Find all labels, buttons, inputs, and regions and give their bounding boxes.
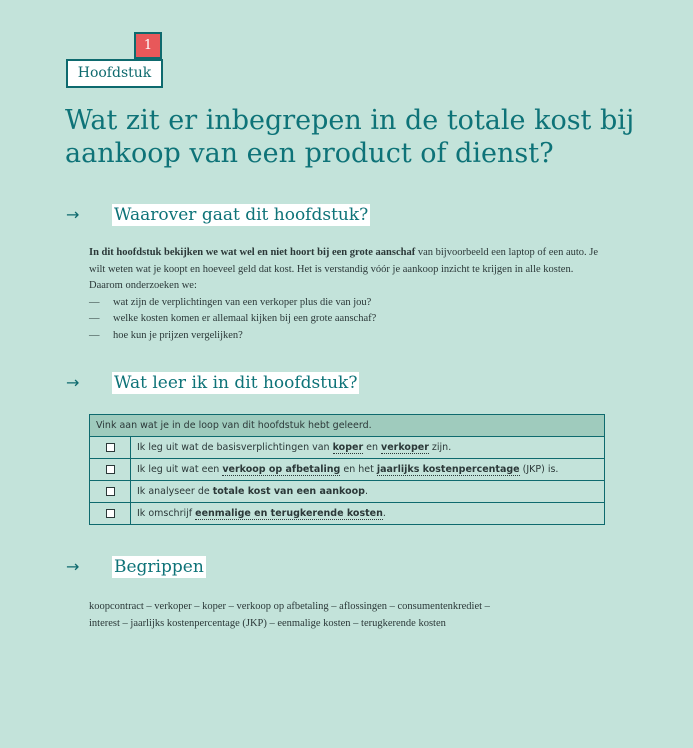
page-title: Wat zit er inbegrepen in de totale kost bij aankoop van een product of dienst?	[65, 105, 635, 169]
intro-paragraph	[89, 245, 609, 295]
checklist-item	[131, 481, 605, 503]
checklist-item	[131, 503, 605, 525]
text: Ik leg uit wat de basisverplichtingen van	[137, 442, 333, 453]
chapter-tag: Hoofdstuk	[66, 59, 163, 88]
dash: —	[89, 296, 100, 308]
text: Ik leg uit wat een	[137, 464, 223, 475]
section-about-label: Waarover gaat dit hoofdstuk?	[114, 205, 369, 225]
text: Ik analyseer de	[137, 486, 213, 497]
text: .	[382, 508, 386, 519]
checkbox[interactable]	[106, 509, 115, 518]
chapter-number-badge: 1	[134, 32, 162, 59]
list-item-text: welke kosten komen er allemaal kijken bij een grote aanschaf?	[113, 313, 377, 324]
checkbox-cell	[90, 503, 131, 525]
table-row	[90, 481, 605, 503]
checkbox[interactable]	[106, 487, 115, 496]
section-terms-label: Begrippen	[114, 557, 204, 577]
checkbox[interactable]	[106, 465, 115, 474]
text: Ik omschrijf	[137, 508, 196, 519]
intro-rest: van bijvoorbeeld een laptop of een auto. Je wilt weten wat je koopt en hoeveel geld dat kost. Het is verstandig vóór je aankoop inzicht te krijgen in alle kosten. Daarom onderzoeken we:	[89, 247, 599, 291]
list-item-text: wat zijn de verplichtingen van een verkoper plus die van jou?	[113, 296, 372, 308]
table-row	[90, 503, 605, 525]
intro-bold: In dit hoofdstuk bekijken we wat wel en niet hoort bij een grote aanschaf	[89, 247, 416, 258]
term-link[interactable]: verkoop op afbetaling	[222, 464, 341, 475]
learning-checklist	[89, 414, 605, 525]
arrow-right-icon: →	[66, 373, 80, 392]
text: (JKP) is.	[519, 464, 559, 475]
term-link[interactable]: jaarlijks kostenpercentage	[376, 464, 520, 475]
checkbox-cell	[90, 481, 131, 503]
text: zijn.	[428, 442, 452, 453]
dash: —	[89, 329, 100, 341]
text: en het	[340, 464, 377, 475]
term-link[interactable]: verkoper	[381, 442, 429, 453]
list-item	[89, 295, 609, 312]
text: .	[364, 486, 369, 497]
arrow-right-icon: →	[66, 557, 80, 576]
text: en	[363, 442, 382, 453]
term-link[interactable]: koper	[332, 442, 364, 453]
table-row	[90, 459, 605, 481]
list-item-text: hoe kun je prijzen vergelijken?	[113, 329, 243, 341]
list-item	[89, 328, 609, 345]
term-link[interactable]: eenmalige en terugkerende kosten	[195, 508, 383, 519]
checklist-item	[131, 437, 605, 459]
checklist-item	[131, 459, 605, 481]
arrow-right-icon: →	[66, 205, 80, 224]
intro-text	[89, 245, 609, 344]
checkbox[interactable]	[106, 443, 115, 452]
checkbox-cell	[90, 437, 131, 459]
list-item	[89, 311, 609, 328]
table-row	[90, 437, 605, 459]
intro-list	[89, 295, 609, 345]
dash: —	[89, 313, 100, 324]
bold-term: totale kost van een aankoop	[212, 486, 365, 497]
terms-list: koopcontract – verkoper – koper – verkoop op afbetaling – aflossingen – consumentenkrediet – interest – jaarlijks kostenpercentage (JKP) – eenmalige kosten – terugkerende kosten	[89, 601, 490, 629]
checkbox-cell	[90, 459, 131, 481]
section-learn-label: Wat leer ik in dit hoofdstuk?	[114, 373, 358, 393]
checklist-header: Vink aan wat je in de loop van dit hoofdstuk hebt geleerd.	[90, 415, 605, 437]
